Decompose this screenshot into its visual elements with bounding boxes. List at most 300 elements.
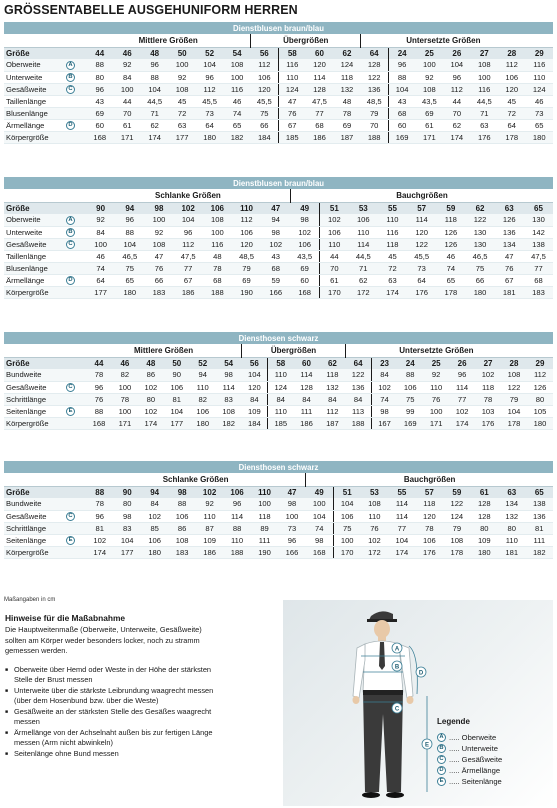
size-header-cell: 24 (397, 357, 423, 369)
measurement-badge-cell (66, 59, 86, 71)
table-title: Dienstblusen braun/blau (4, 177, 553, 189)
table-cell: 168 (86, 417, 112, 429)
table-cell: 109 (196, 534, 223, 546)
legend-title: Legende (437, 717, 470, 726)
table-cell: 188 (345, 417, 371, 429)
svg-text:C: C (394, 706, 400, 713)
table-row (4, 59, 553, 71)
size-header-cell: 60 (294, 357, 320, 369)
size-header-cell: 49 (306, 486, 333, 498)
table-cell: 80 (113, 498, 140, 510)
table-title-row (4, 461, 553, 473)
table-cell: 106 (333, 510, 360, 522)
table-cell: 120 (242, 381, 268, 393)
size-header-cell: 44 (86, 357, 112, 369)
table-row (4, 131, 553, 143)
table-cell: 60 (290, 274, 319, 286)
measurement-badge-cell (66, 119, 86, 131)
size-group-label (4, 189, 86, 202)
table-cell: 180 (527, 417, 553, 429)
table-cell: 106 (349, 214, 378, 226)
table-cell: 48 (333, 95, 360, 107)
size-group-label: Übergrößen (251, 34, 361, 47)
measurement-label: Oberweite (4, 214, 66, 226)
measurement-label: Körpergröße (4, 286, 66, 298)
size-group-label: Schlanke Größen (155, 190, 221, 200)
table-cell: 98 (290, 214, 319, 226)
table-cell: 110 (498, 534, 525, 546)
table-cell: 77 (524, 262, 553, 274)
measurement-badge: C (66, 240, 75, 249)
table-cell: 126 (495, 214, 524, 226)
table-cell: 110 (378, 214, 407, 226)
measurement-label: Körpergröße (4, 546, 66, 558)
table-cell: 124 (526, 83, 554, 95)
table-cell: 76 (423, 393, 449, 405)
table-cell: 96 (196, 71, 223, 83)
table-cell: 118 (251, 510, 278, 522)
table-cell: 76 (361, 522, 388, 534)
table-cell: 166 (278, 546, 305, 558)
table-cell: 186 (174, 286, 203, 298)
table-cell: 88 (86, 405, 112, 417)
table-cell: 170 (333, 546, 360, 558)
table-cell: 126 (436, 238, 465, 250)
marker-d (416, 667, 426, 677)
table-cell: 109 (242, 405, 268, 417)
table-cell: 108 (144, 238, 173, 250)
measurement-label: Gesäßweite (4, 83, 66, 95)
table-cell: 44,5 (349, 250, 378, 262)
table-cell: 96 (449, 369, 475, 381)
table-cell: 67 (495, 274, 524, 286)
table-cell: 100 (112, 381, 138, 393)
measurement-label: Gesäßweite (4, 510, 66, 522)
legend-label: ..... Ärmellänge (449, 766, 501, 775)
table-cell: 120 (232, 238, 261, 250)
size-header-cell: 58 (268, 357, 294, 369)
table-cell: 188 (361, 131, 388, 143)
table-cell: 88 (168, 498, 195, 510)
table-cell: 65 (223, 119, 250, 131)
table-cell: 43 (261, 250, 290, 262)
table-row (4, 393, 553, 405)
table-cell: 124 (278, 83, 305, 95)
size-header-cell: 28 (501, 357, 527, 369)
size-header-label: Größe (4, 47, 86, 59)
table-cell: 174 (443, 131, 470, 143)
table-cell: 113 (345, 405, 371, 417)
table-row (4, 522, 553, 534)
table-cell: 106 (141, 534, 168, 546)
size-header-cell: 51 (333, 486, 360, 498)
table-cell: 138 (526, 498, 554, 510)
table-cell: 84 (294, 393, 320, 405)
size-header-cell: 60 (306, 47, 333, 59)
measurement-hints (5, 613, 225, 759)
size-group-label: Mittlere Größen (134, 345, 194, 355)
size-group-label: Schlanke Größen (162, 474, 229, 484)
table-cell: 46,5 (465, 250, 494, 262)
size-header-cell: 102 (196, 486, 223, 498)
table-cell: 92 (416, 71, 443, 83)
table-cell: 98 (261, 226, 290, 238)
table-cell: 47 (495, 250, 524, 262)
table-cell: 111 (251, 534, 278, 546)
table-cell: 104 (388, 534, 415, 546)
measurement-badge: A (66, 61, 75, 70)
table-cell: 82 (190, 393, 216, 405)
table-cell: 180 (196, 131, 223, 143)
legend-badge: E (437, 777, 446, 786)
svg-text:A: A (394, 646, 400, 653)
table-cell: 181 (498, 546, 525, 558)
size-header-cell: 63 (495, 202, 524, 214)
table-cell: 174 (86, 546, 113, 558)
table-cell: 48,5 (232, 250, 261, 262)
measurement-label: Körpergröße (4, 417, 66, 429)
table-row (4, 534, 553, 546)
right-shoe-shape (386, 792, 404, 798)
left-shoe-shape (362, 792, 380, 798)
table-cell: 180 (115, 286, 144, 298)
table-cell: 128 (306, 83, 333, 95)
table-cell: 182 (216, 417, 242, 429)
table-cell: 132 (498, 510, 525, 522)
table-cell: 186 (294, 417, 320, 429)
shirt-size-table-slim-belly (4, 177, 553, 299)
table-cell: 69 (232, 274, 261, 286)
table-cell: 112 (527, 369, 553, 381)
table-cell: 44 (443, 95, 470, 107)
legend-item (437, 754, 502, 765)
table-row (4, 369, 553, 381)
table-cell: 106 (290, 238, 319, 250)
table-cell: 112 (498, 59, 525, 71)
table-cell: 180 (465, 286, 494, 298)
table-cell: 66 (251, 119, 278, 131)
table-cell: 171 (113, 131, 140, 143)
table-cell: 176 (407, 286, 436, 298)
legend-badge: B (437, 744, 446, 753)
table-cell: 86 (138, 369, 164, 381)
table-cell: 71 (141, 107, 168, 119)
table-cell: 104 (306, 510, 333, 522)
table-cell: 188 (203, 286, 232, 298)
size-header-label: Größe (4, 357, 86, 369)
table-cell: 104 (113, 534, 140, 546)
measurement-label: Blusenlänge (4, 107, 66, 119)
table-cell: 187 (333, 131, 360, 143)
table-cell: 96 (278, 534, 305, 546)
table-cell: 43 (388, 95, 415, 107)
table-row (4, 417, 553, 429)
table-cell: 128 (471, 498, 498, 510)
table-cell: 124 (333, 59, 360, 71)
table-cell: 79 (361, 107, 388, 119)
size-header-cell: 52 (196, 47, 223, 59)
size-header-cell: 26 (443, 47, 470, 59)
table-cell: 118 (319, 369, 345, 381)
table-cell: 120 (416, 510, 443, 522)
table-row (4, 546, 553, 558)
size-header-label: Größe (4, 202, 86, 214)
table-cell: 67 (278, 119, 305, 131)
table-cell: 185 (278, 131, 305, 143)
table-cell: 116 (278, 59, 305, 71)
table-cell: 112 (232, 214, 261, 226)
table-cell: 138 (524, 238, 553, 250)
size-header-cell: 64 (361, 47, 388, 59)
table-cell: 74 (371, 393, 397, 405)
table-cell: 70 (320, 262, 349, 274)
table-cell: 90 (164, 369, 190, 381)
table-cell: 104 (501, 405, 527, 417)
table-cell: 110 (278, 71, 305, 83)
table-cell: 126 (436, 226, 465, 238)
table-cell: 75 (333, 522, 360, 534)
table-cell: 112 (196, 83, 223, 95)
table-cell: 132 (319, 381, 345, 393)
table-cell: 109 (471, 534, 498, 546)
table-row (4, 286, 553, 298)
table-cell: 79 (443, 522, 470, 534)
size-group-label: Bauchgrößen (290, 189, 553, 202)
table-cell: 67 (174, 274, 203, 286)
belt-shape (363, 690, 403, 695)
table-cell: 136 (361, 83, 388, 95)
table-cell: 78 (203, 262, 232, 274)
table-cell: 45,5 (407, 250, 436, 262)
table-cell: 100 (112, 405, 138, 417)
size-header-cell: 65 (524, 202, 553, 214)
table-cell: 110 (526, 71, 554, 83)
table-cell: 120 (407, 226, 436, 238)
table-cell: 98 (278, 498, 305, 510)
size-header-cell: 55 (388, 486, 415, 498)
table-row (4, 95, 553, 107)
table-title-row (4, 177, 553, 189)
table-cell: 110 (223, 534, 250, 546)
size-header-cell: 26 (449, 357, 475, 369)
measurement-label: Ärmellänge (4, 274, 66, 286)
table-title: Diensthosen schwarz (4, 461, 553, 473)
size-header-cell: 50 (164, 357, 190, 369)
table-cell: 76 (278, 107, 305, 119)
size-header-cell: 62 (333, 47, 360, 59)
size-header-cell: 54 (223, 47, 250, 59)
size-header-cell: 98 (144, 202, 173, 214)
table-cell: 122 (443, 498, 470, 510)
table-cell: 104 (242, 369, 268, 381)
table-cell: 106 (251, 71, 278, 83)
table-row (4, 250, 553, 262)
table-cell: 99 (397, 405, 423, 417)
marker-a (392, 643, 402, 653)
table-cell: 100 (333, 534, 360, 546)
table-cell: 96 (115, 214, 144, 226)
table-row (4, 381, 553, 393)
measurement-badge-cell (66, 534, 86, 546)
table-cell: 169 (397, 417, 423, 429)
table-cell: 45 (498, 95, 525, 107)
table-cell: 75 (251, 107, 278, 119)
table-cell: 174 (378, 286, 407, 298)
size-header-cell: 98 (168, 486, 195, 498)
size-group-row (4, 344, 553, 357)
size-header-cell: 24 (388, 47, 415, 59)
hints-intro: Die Hauptweitenmaße (Oberweite, Unterweite, Gesäßweite) sollten am Körper weder besonders locker, noch zu stramm gemessen werden. (5, 625, 202, 655)
table-cell: 61 (320, 274, 349, 286)
table-cell: 104 (388, 83, 415, 95)
table-cell: 105 (527, 405, 553, 417)
table-cell: 174 (388, 546, 415, 558)
table-cell: 73 (526, 107, 554, 119)
table-cell: 102 (449, 405, 475, 417)
table-cell: 47 (144, 250, 173, 262)
table-cell: 114 (388, 510, 415, 522)
hints-list (5, 665, 225, 760)
cap-shape (369, 611, 393, 620)
table-cell: 98 (113, 510, 140, 522)
table-cell: 177 (168, 131, 195, 143)
measurement-badge-cell (66, 131, 86, 143)
table-cell: 96 (443, 71, 470, 83)
table-cell: 102 (138, 405, 164, 417)
table-cell: 100 (223, 71, 250, 83)
right-hand-shape (407, 696, 414, 704)
table-cell: 108 (223, 59, 250, 71)
table-cell: 186 (306, 131, 333, 143)
table-cell: 118 (416, 498, 443, 510)
measurement-badge: B (66, 73, 75, 82)
table-cell: 106 (397, 381, 423, 393)
table-cell: 84 (242, 393, 268, 405)
table-cell: 88 (141, 71, 168, 83)
table-cell: 78 (416, 522, 443, 534)
table-cell: 79 (501, 393, 527, 405)
table-cell: 96 (388, 59, 415, 71)
table-cell: 106 (168, 510, 195, 522)
table-cell: 108 (216, 405, 242, 417)
table-cell: 82 (112, 369, 138, 381)
size-group-label: Untersetzte Größen (361, 34, 526, 47)
table-cell: 77 (306, 107, 333, 119)
table-cell: 136 (495, 226, 524, 238)
table-cell: 88 (397, 369, 423, 381)
svg-text:E: E (424, 742, 430, 749)
size-header-cell: 61 (471, 486, 498, 498)
table-cell: 186 (196, 546, 223, 558)
measurement-badge: A (66, 216, 75, 225)
measurement-badge-cell (66, 369, 86, 381)
table-cell: 43,5 (416, 95, 443, 107)
table-cell: 168 (306, 546, 333, 558)
table-cell: 102 (261, 238, 290, 250)
table-cell: 62 (443, 119, 470, 131)
table-cell: 116 (526, 59, 554, 71)
table-cell: 72 (378, 262, 407, 274)
legend-badge: A (437, 733, 446, 742)
size-header-cell: 65 (526, 486, 554, 498)
size-header-cell: 110 (232, 202, 261, 214)
left-hand-shape (353, 696, 360, 704)
trousers-size-table-slim-belly (4, 461, 553, 559)
measurement-badge-cell (66, 417, 86, 429)
table-cell: 116 (223, 83, 250, 95)
table-cell: 96 (86, 510, 113, 522)
table-cell: 106 (164, 381, 190, 393)
table-cell: 102 (141, 510, 168, 522)
table-cell: 47,5 (524, 250, 553, 262)
measurement-label: Unterweite (4, 226, 66, 238)
size-header-cell: 62 (319, 357, 345, 369)
table-title: Diensthosen schwarz (4, 332, 553, 344)
size-header-cell: 46 (112, 357, 138, 369)
table-cell: 64 (196, 119, 223, 131)
table-cell: 84 (86, 226, 115, 238)
table-cell: 78 (112, 393, 138, 405)
table-title-row (4, 332, 553, 344)
table-cell: 171 (416, 131, 443, 143)
size-header-cell: 47 (278, 486, 305, 498)
size-header-cell: 110 (251, 486, 278, 498)
table-cell: 142 (524, 226, 553, 238)
table-cell: 70 (113, 107, 140, 119)
table-cell: 81 (86, 522, 113, 534)
table-cell: 108 (501, 369, 527, 381)
table-cell: 47,5 (306, 95, 333, 107)
table-cell: 172 (361, 546, 388, 558)
table-cell: 69 (86, 107, 113, 119)
table-cell: 111 (294, 405, 320, 417)
measurement-badge-cell (66, 286, 86, 298)
measurement-badge-cell (66, 107, 86, 119)
table-cell: 120 (251, 83, 278, 95)
size-header-cell: 90 (113, 486, 140, 498)
table-cell: 110 (268, 369, 294, 381)
table-cell: 108 (471, 59, 498, 71)
size-header-cell: 57 (416, 486, 443, 498)
table-cell: 116 (203, 238, 232, 250)
table-cell: 169 (388, 131, 415, 143)
table-cell: 80 (498, 522, 525, 534)
table-cell: 114 (449, 381, 475, 393)
table-cell: 80 (471, 522, 498, 534)
measurement-label: Bundweite (4, 369, 66, 381)
measurement-label: Ärmellänge (4, 119, 66, 131)
legend-label: ..... Oberweite (449, 733, 497, 742)
legend (437, 717, 502, 787)
table-cell: 180 (141, 546, 168, 558)
table-cell: 183 (144, 286, 173, 298)
table-cell: 106 (190, 405, 216, 417)
table-cell: 45 (168, 95, 195, 107)
table-cell: 104 (333, 498, 360, 510)
table-cell: 168 (86, 131, 113, 143)
table-cell: 74 (436, 262, 465, 274)
size-header-cell: 59 (436, 202, 465, 214)
measurement-badge: E (66, 407, 75, 416)
size-group-row (4, 473, 553, 486)
table-cell: 96 (86, 381, 112, 393)
measurement-label: Unterweite (4, 71, 66, 83)
table-cell: 174 (141, 131, 168, 143)
table-cell: 185 (268, 417, 294, 429)
table-cell: 64 (407, 274, 436, 286)
svg-text:D: D (418, 670, 424, 677)
table-cell: 108 (443, 534, 470, 546)
